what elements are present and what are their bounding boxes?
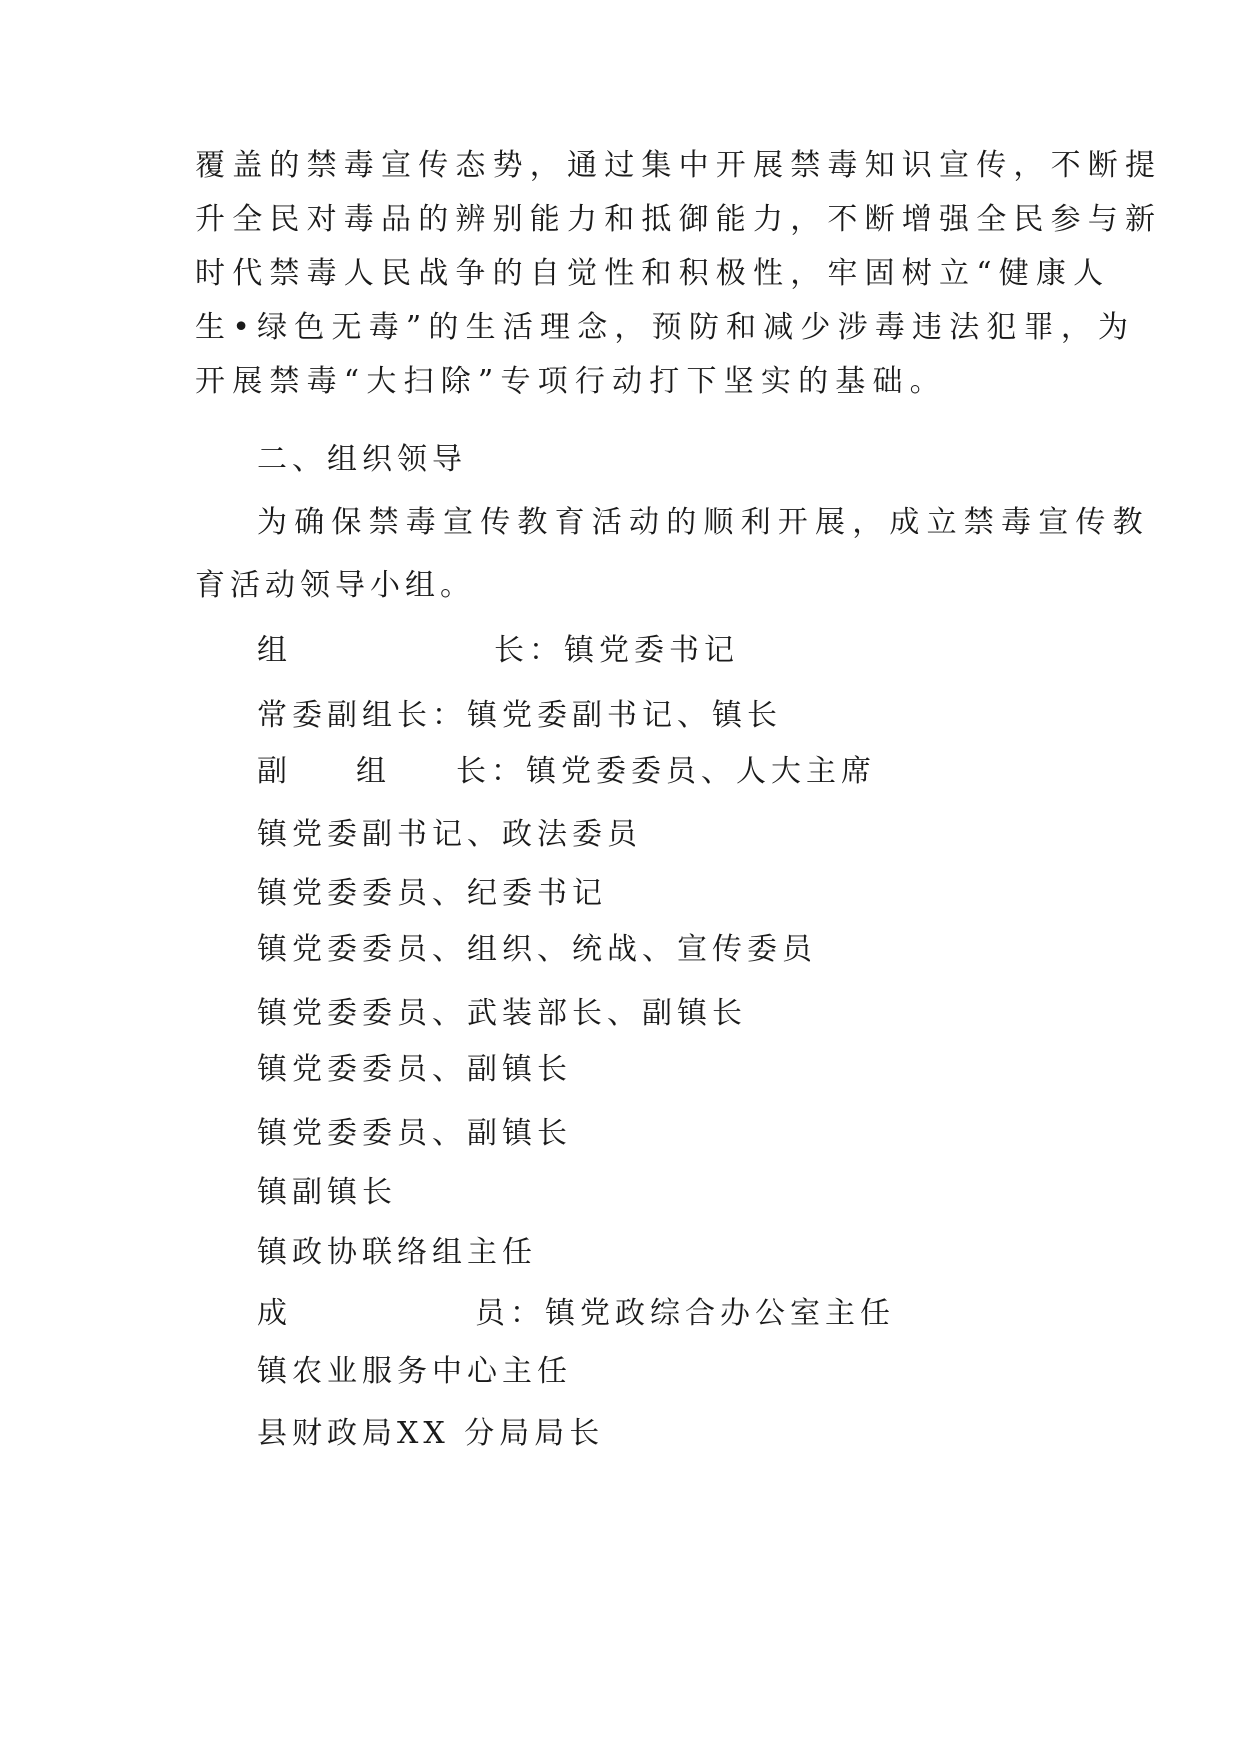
deputy-member: 镇党委委员、武装部长、副镇长 bbox=[257, 996, 747, 1031]
deputy-member: 镇副镇长 bbox=[257, 1175, 397, 1210]
member: 镇农业服务中心主任 bbox=[257, 1354, 572, 1389]
paragraph-line: 开展禁毒“大扫除”专项行动打下坚实的基础。 bbox=[195, 364, 947, 399]
paragraph-line: 生•绿色无毒”的生活理念，预防和减少涉毒违法犯罪，为 bbox=[195, 310, 1136, 345]
deputy-member: 镇党委委员、副镇长 bbox=[257, 1052, 572, 1087]
deputy-member: 镇党委委员、组织、统战、宣传委员 bbox=[257, 932, 817, 967]
member-char: 成 bbox=[257, 1296, 295, 1331]
deputy-member: 镇党委委员、纪委书记 bbox=[257, 876, 607, 911]
intro-line: 为确保禁毒宣传教育活动的顺利开展，成立禁毒宣传教 bbox=[257, 505, 1150, 540]
paragraph-line: 升全民对毒品的辨别能力和抵御能力，不断增强全民参与新 bbox=[195, 202, 1163, 237]
deputy-role: 长：镇党委委员、人大主席 bbox=[456, 754, 876, 789]
leader-role: 长：镇党委书记 bbox=[494, 633, 739, 668]
member: 县财政局XX 分局局长 bbox=[257, 1416, 605, 1451]
deputy-member: 镇党委委员、副镇长 bbox=[257, 1116, 572, 1151]
deputy-member: 镇政协联络组主任 bbox=[257, 1235, 537, 1270]
paragraph-line: 时代禁毒人民战争的自觉性和积极性，牢固树立“健康人 bbox=[195, 256, 1111, 291]
section-heading: 二、组织领导 bbox=[257, 442, 467, 477]
deputy-char: 副 bbox=[257, 754, 295, 789]
deputy-member: 镇党委副书记、政法委员 bbox=[257, 817, 642, 852]
leader-char: 组 bbox=[257, 633, 295, 668]
intro-line: 育活动领导小组。 bbox=[195, 568, 475, 603]
member-role: 员：镇党政综合办公室主任 bbox=[475, 1296, 895, 1331]
exec-deputy-line: 常委副组长：镇党委副书记、镇长 bbox=[257, 698, 782, 733]
paragraph-line: 覆盖的禁毒宣传态势，通过集中开展禁毒知识宣传，不断提 bbox=[195, 148, 1163, 183]
deputy-char: 组 bbox=[356, 754, 394, 789]
